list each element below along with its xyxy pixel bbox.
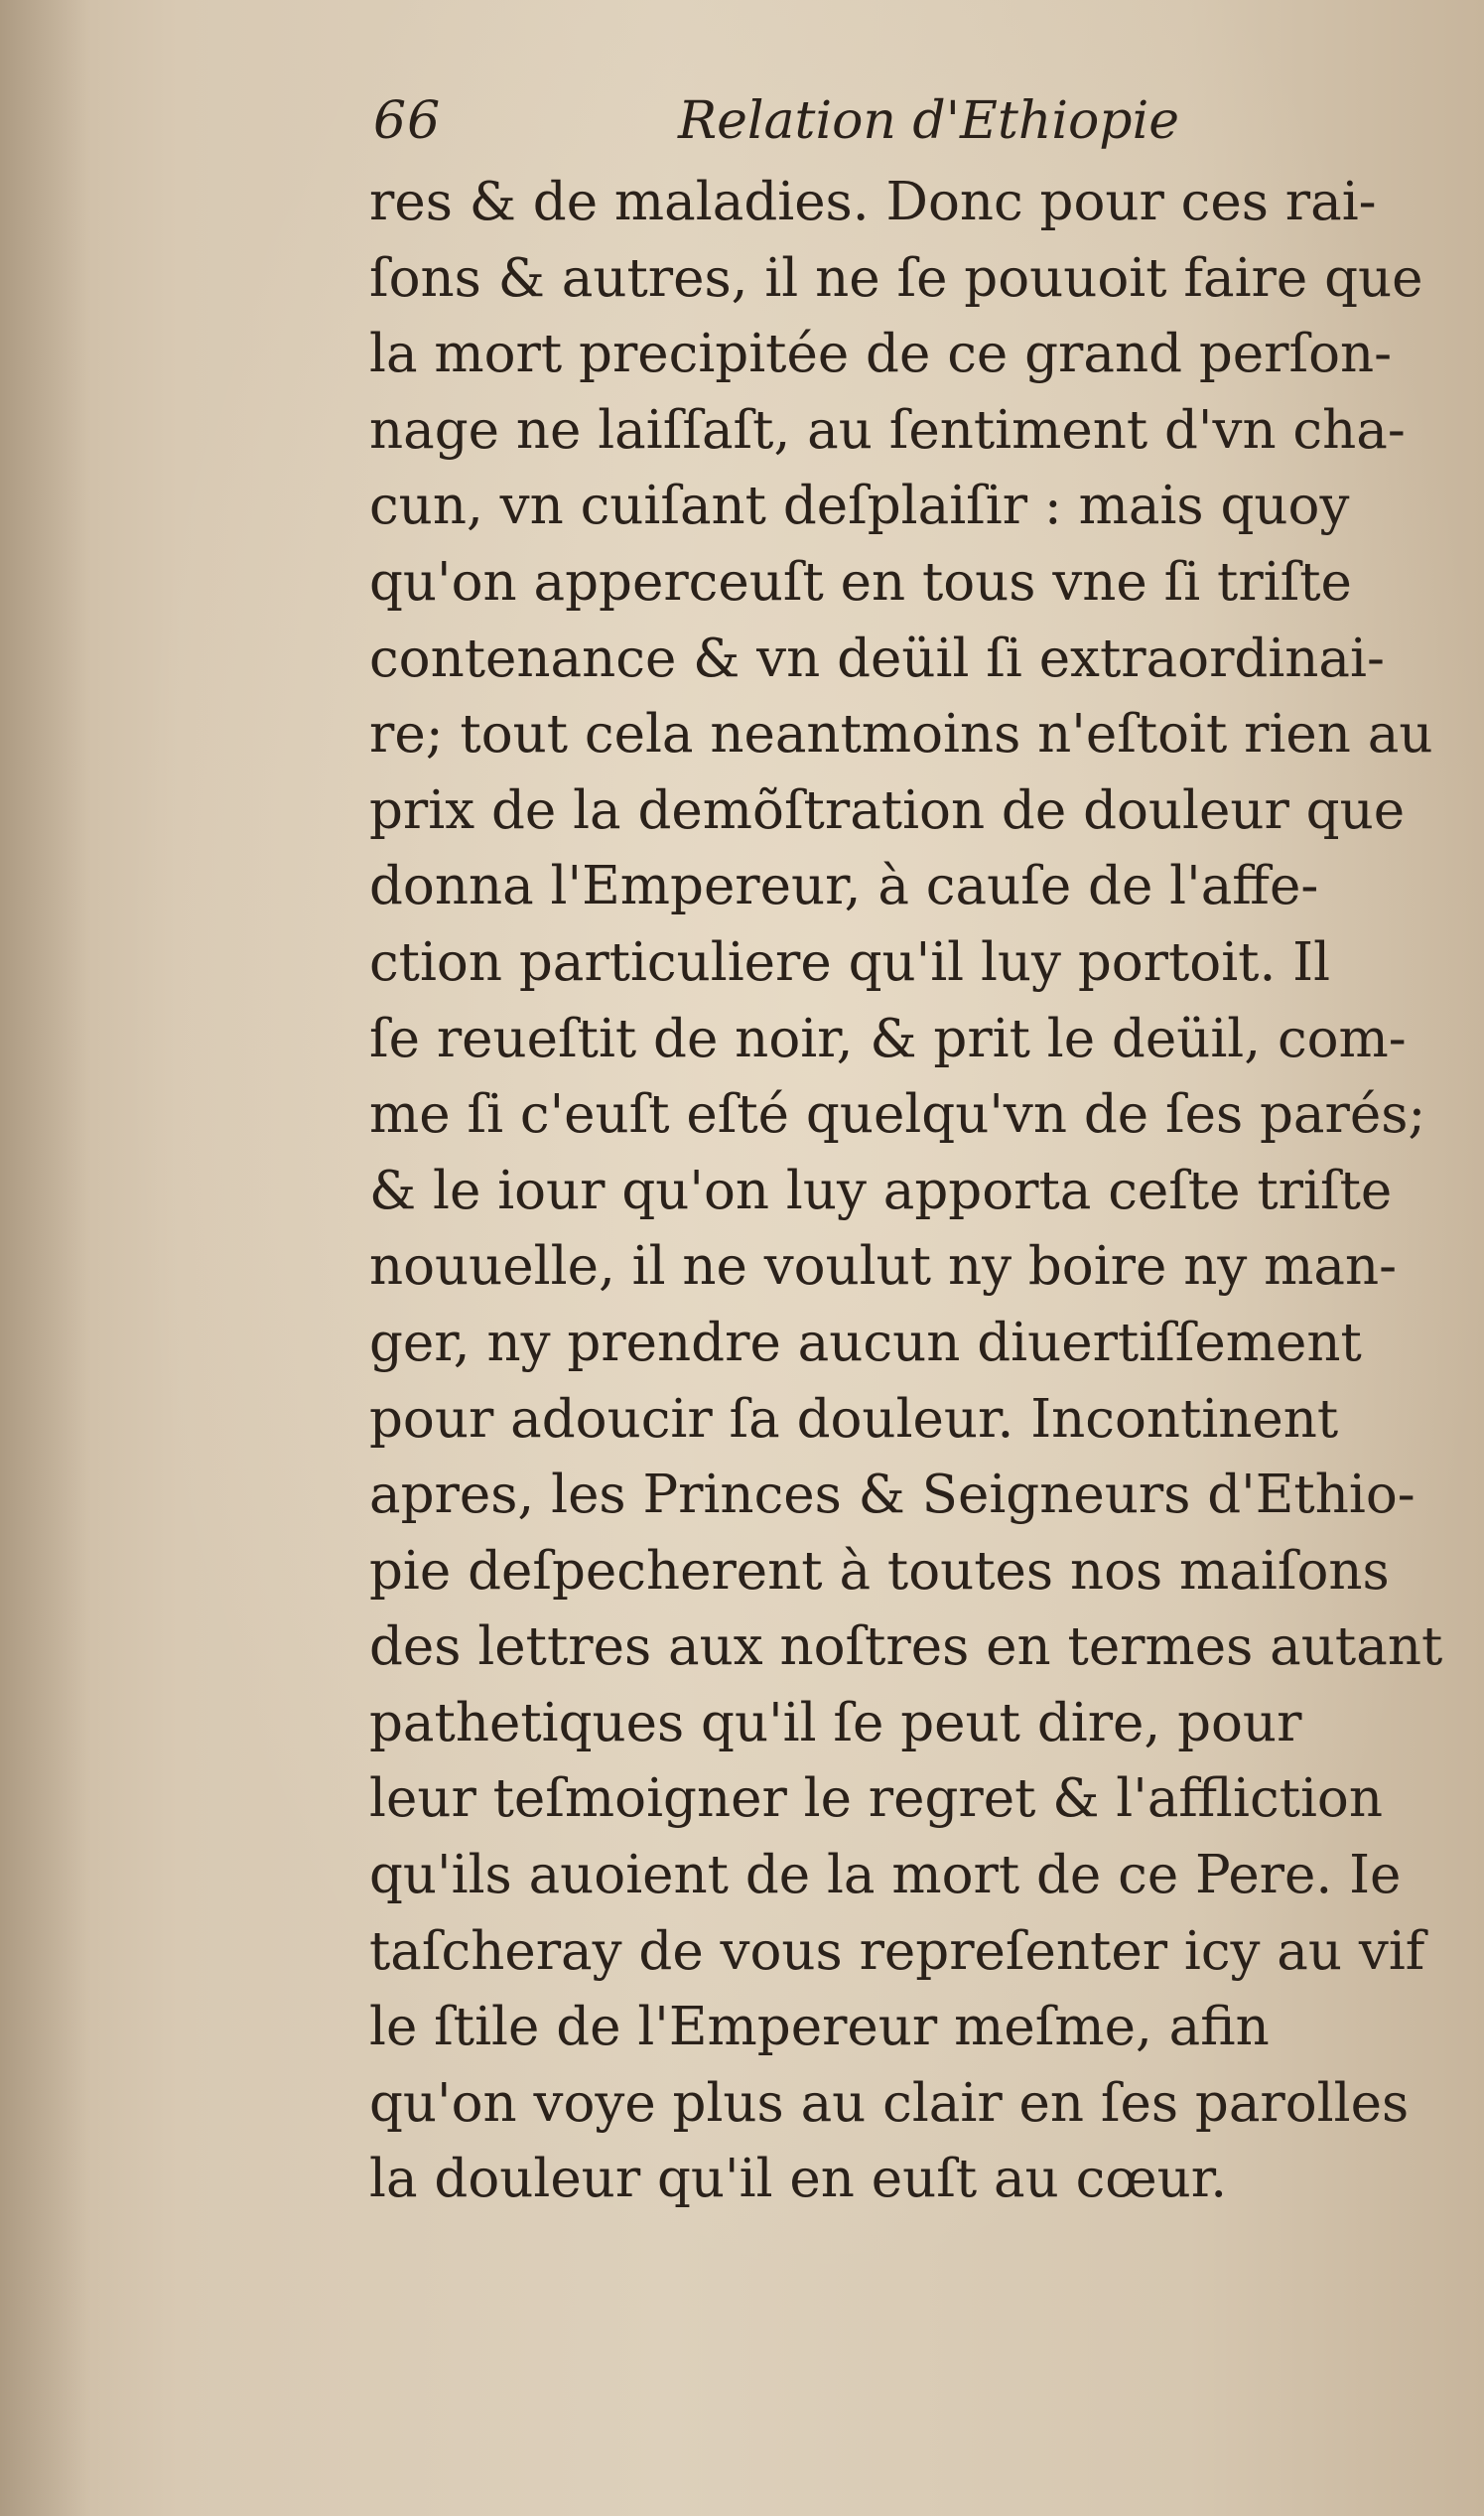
text-line: qu'ils auoient de la mort de ce Pere. Ie (369, 1845, 1402, 1906)
text-line: la mort precipitée de ce grand perſon- (369, 324, 1393, 385)
text-line: ction particuliere qu'il luy portoit. Il (369, 931, 1331, 993)
text-line: contenance & vn deüil ſi extraordinai- (369, 628, 1385, 689)
text-line: ger, ny prendre aucun diuertiſſement (369, 1312, 1362, 1373)
text-line: donna l'Empereur, à cauſe de l'affe- (369, 856, 1319, 917)
text-line: cun, vn cuiſant deſplaiſir : mais quoy (369, 476, 1350, 537)
text-line: pathetiques qu'il ſe peut dire, pour (369, 1692, 1302, 1753)
running-head (365, 91, 1179, 161)
text-line: res & de maladies. Donc pour ces rai- (369, 172, 1377, 232)
text-line: apres, les Princes & Seigneurs d'Ethio- (369, 1465, 1416, 1526)
text-line: qu'on apperceuſt en tous vne ſi triſte (369, 551, 1352, 613)
text-line: taſcheray de vous repreſenter icy au vif (369, 1920, 1425, 1982)
running-title: Relation d'Ethiopie (678, 91, 1179, 151)
text-line: prix de la demõſtration de douleur que (369, 779, 1406, 841)
text-line: me ſi c'euſt eſté quelqu'vn de ſes parés; (369, 1084, 1426, 1146)
text-line: nage ne laiſſaſt, au ſentiment d'vn cha- (369, 399, 1406, 461)
gutter-shadow (0, 0, 89, 2516)
text-line: la douleur qu'il en euſt au cœur. (369, 2149, 1228, 2210)
text-line: le ſtile de l'Empereur meſme, afin (369, 1997, 1270, 2058)
text-line: & le iour qu'on luy apporta ceſte triſte (369, 1160, 1393, 1221)
page-number: 66 (373, 91, 442, 151)
text-line: pie deſpecherent à toutes nos maiſons (369, 1540, 1390, 1602)
text-line: nouuelle, il ne voulut ny boire ny man- (369, 1236, 1398, 1298)
text-line: leur teſmoigner le regret & l'affliction (369, 1768, 1383, 1830)
text-line: des lettres aux noſtres en termes autant (369, 1616, 1443, 1678)
text-line: pour adoucir ſa douleur. Incontinent (369, 1388, 1339, 1450)
text-line: re; tout cela neantmoins n'eſtoit rien au (369, 704, 1433, 766)
text-line: ſons & autres, il ne ſe pouuoit faire que (369, 247, 1423, 309)
body-text (369, 165, 1461, 2218)
text-line: ſe reueſtit de noir, & prit le deüil, com- (369, 1008, 1407, 1069)
text-line: qu'on voye plus au clair en ſes parolles (369, 2072, 1410, 2134)
